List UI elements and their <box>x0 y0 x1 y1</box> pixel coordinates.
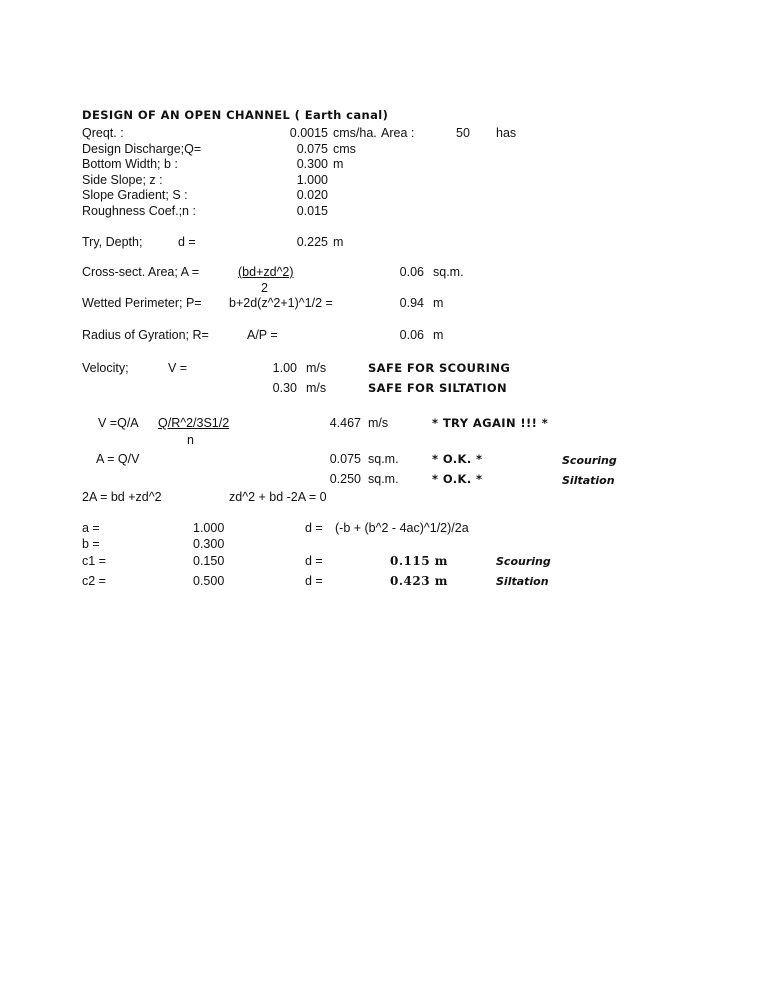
side-slope-label: Side Slope; z : <box>82 173 163 187</box>
cross-section-label: Cross-sect. Area; A = <box>82 265 200 279</box>
slope-gradient-value: 0.020 <box>296 188 328 202</box>
formula-d-label: d = <box>305 521 323 535</box>
roughness-value: 0.015 <box>296 204 328 218</box>
quadratic-formula: (-b + (b^2 - 4ac)^1/2)/2a <box>335 521 469 535</box>
area-scouring-tag: Scouring <box>562 454 617 467</box>
side-slope-value: 1.000 <box>296 173 328 187</box>
discharge-value: 0.075 <box>296 142 328 156</box>
qreqt-unit: cms/ha. <box>333 126 377 140</box>
radius-unit: m <box>433 328 444 342</box>
wetted-perimeter-unit: m <box>433 296 444 310</box>
try-again-status: * TRY AGAIN !!! * <box>432 416 549 430</box>
document-title: DESIGN OF AN OPEN CHANNEL ( Earth canal) <box>82 108 389 122</box>
manning-unit: m/s <box>368 416 389 430</box>
equation-rhs: zd^2 + bd -2A = 0 <box>229 490 327 504</box>
manning-value: 4.467 <box>329 416 361 430</box>
cross-section-value: 0.06 <box>399 265 424 279</box>
velocity-symbol: V = <box>168 361 188 375</box>
bottom-width-unit: m <box>333 157 344 171</box>
area-unit: has <box>496 126 517 140</box>
try-depth-symbol: d = <box>178 235 196 249</box>
qreqt-value: 0.0015 <box>289 126 328 140</box>
d1-value: 0.115 m <box>390 554 448 568</box>
manning-denominator: n <box>187 433 194 447</box>
d1-label: d = <box>305 554 323 568</box>
area-siltation-unit: sq.m. <box>368 472 399 486</box>
equation-lhs: 2A = bd +zd^2 <box>82 490 162 504</box>
manning-numerator: Q/R^2/3S1/2 <box>158 416 230 430</box>
manning-lhs: V =Q/A <box>98 416 139 430</box>
d2-value: 0.423 m <box>390 574 448 588</box>
velocity-label: Velocity; <box>82 361 129 375</box>
radius-label: Radius of Gyration; R= <box>82 328 209 342</box>
cross-section-denominator: 2 <box>261 281 268 295</box>
velocity-scouring-value: 1.00 <box>272 361 297 375</box>
velocity-siltation-unit: m/s <box>306 381 327 395</box>
wetted-perimeter-label: Wetted Perimeter; P= <box>82 296 202 310</box>
bottom-width-value: 0.300 <box>296 157 328 171</box>
coef-b-label: b = <box>82 537 100 551</box>
area-scouring-ok: * O.K. * <box>432 452 483 466</box>
area-siltation-ok: * O.K. * <box>432 472 483 486</box>
velocity-scouring-unit: m/s <box>306 361 327 375</box>
cross-section-unit: sq.m. <box>433 265 464 279</box>
discharge-label: Design Discharge;Q= <box>82 142 202 156</box>
safe-scouring-status: SAFE FOR SCOURING <box>368 361 511 375</box>
bottom-width-label: Bottom Width; b : <box>82 157 178 171</box>
try-depth-unit: m <box>333 235 344 249</box>
area-siltation-tag: Siltation <box>562 474 615 487</box>
d2-tag: Siltation <box>496 575 549 588</box>
try-depth-label: Try, Depth; <box>82 235 143 249</box>
wetted-perimeter-formula: b+2d(z^2+1)^1/2 = <box>229 296 333 310</box>
safe-siltation-status: SAFE FOR SILTATION <box>368 381 508 395</box>
coef-c1-value: 0.150 <box>193 554 225 568</box>
qreqt-label: Qreqt. : <box>82 126 124 140</box>
roughness-label: Roughness Coef.;n : <box>82 204 196 218</box>
coef-b-value: 0.300 <box>193 537 225 551</box>
area-label: Area : <box>381 126 415 140</box>
coef-c1-label: c1 = <box>82 554 106 568</box>
d2-label: d = <box>305 574 323 588</box>
coef-c2-label: c2 = <box>82 574 106 588</box>
area-scouring-value: 0.075 <box>329 452 361 466</box>
area-value: 50 <box>456 126 470 140</box>
area-check-lhs: A = Q/V <box>96 452 140 466</box>
d1-tag: Scouring <box>496 555 551 568</box>
discharge-unit: cms <box>333 142 356 156</box>
velocity-siltation-value: 0.30 <box>272 381 297 395</box>
try-depth-value: 0.225 <box>296 235 328 249</box>
coef-a-value: 1.000 <box>193 521 225 535</box>
radius-value: 0.06 <box>399 328 424 342</box>
area-siltation-value: 0.250 <box>329 472 361 486</box>
radius-formula: A/P = <box>247 328 278 342</box>
coef-a-label: a = <box>82 521 100 535</box>
area-scouring-unit: sq.m. <box>368 452 399 466</box>
coef-c2-value: 0.500 <box>193 574 225 588</box>
wetted-perimeter-value: 0.94 <box>399 296 424 310</box>
cross-section-numerator: (bd+zd^2) <box>238 265 294 279</box>
slope-gradient-label: Slope Gradient; S : <box>82 188 188 202</box>
